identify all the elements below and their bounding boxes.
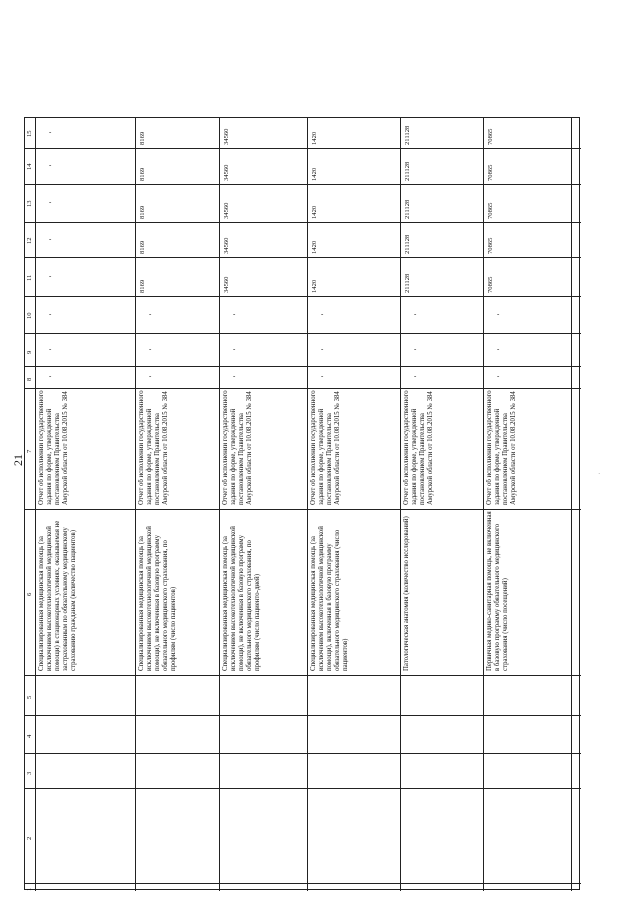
value-cell: 70865 [487,128,494,145]
value-cell: 34560 [223,237,230,254]
value-dash: - [149,372,152,380]
report-form: Отчет об исполнении государственного задания по форме, утвержденной постановлением Правительства Амурской области от 10.08.2015 № 384 [486,390,517,505]
column-number: 4 [26,734,33,738]
table-rule [25,366,581,367]
scan-mark: · [598,470,601,478]
report-form: Отчет об исполнении государственного задания по форме, утвержденной постановлением Правительства Амурской области от 10.08.2015 № 384 [138,390,169,505]
value-dash: - [321,309,324,318]
value-dash: - [233,372,236,380]
report-form: Отчет об исполнении государственного задания по форме, утвержденной постановлением Правительства Амурской области от 10.08.2015 № 384 [222,390,253,505]
value-cell: 211128 [404,125,411,145]
table-rule [483,118,484,891]
value-cell: 70865 [487,164,494,181]
service-description: Патологическая анатомия (количество исследований) [403,516,410,671]
column-number: 3 [26,771,33,775]
table-rule [25,333,581,334]
column-number: 7 [26,449,33,453]
table-rule [25,509,581,510]
value-cell: 34560 [223,276,230,293]
value-cell: 8169 [139,167,146,181]
value-dash: - [233,309,236,318]
table-rule [25,675,581,676]
value-dash: - [49,161,52,169]
value-cell: 34560 [223,202,230,219]
value-cell: 70865 [487,237,494,254]
service-description: Специализированная медицинская помощь (за исключением высокотехнологичной медицинской помощи) в стационарных условиях, оказываемая не застрахованным по обязательному медицинскому страхованию гражданам (количество пациентов) [38,520,77,671]
value-cell: 211128 [404,234,411,254]
value-cell: 70865 [487,202,494,219]
table-rule [307,118,308,891]
column-number: 12 [26,236,33,244]
value-dash: - [49,198,52,206]
table-rule [25,883,581,884]
column-number: 8 [26,377,33,381]
value-cell: 8169 [139,240,146,254]
table-rule [135,118,136,891]
value-dash: - [497,344,500,353]
table-rule [571,118,572,891]
service-description: Специализированная медицинская помощь (за исключением высокотехнологичной медицинской помощи), не включенная в базовую программу обязательного медицинского страхования, по профилям (число пациентов) [138,526,177,671]
table-rule [25,788,581,789]
value-dash: - [49,309,52,318]
value-cell: 8169 [139,279,146,293]
service-description: Первичная медико-санитарная помощь, не включенная в базовую программу обязательного медицинского страхования (число посещений) [486,511,509,671]
table-rule [25,222,581,223]
column-number: 10 [26,311,33,319]
value-dash: - [414,372,417,380]
service-table [24,117,580,890]
value-cell: 1420 [311,279,318,293]
service-description: Специализированная медицинская помощь (за исключением высокотехнологичной медицинской помощи), не включенная в базовую программу обязательного медицинского страхования, по профилям (число пациенто-дней) [222,526,261,671]
value-cell: 34560 [223,164,230,181]
table-rule [25,184,581,185]
column-number: 1 [26,887,33,891]
value-dash: - [49,271,52,280]
report-form: Отчет об исполнении государственного задания по форме, утвержденной постановлением Правительства Амурской области от 10.08.2015 № 384 [403,390,434,505]
value-dash: - [497,372,500,380]
value-cell: 1420 [311,240,318,254]
column-number: 5 [26,695,33,699]
value-cell: 1420 [311,131,318,145]
column-number: 9 [26,350,33,354]
value-dash: - [49,344,52,353]
column-number: 13 [26,200,33,207]
column-number: 2 [26,836,33,840]
value-cell: 211128 [404,199,411,219]
value-cell: 70865 [487,276,494,293]
value-cell: 1420 [311,167,318,181]
value-cell: 211128 [404,273,411,293]
column-number: 11 [26,274,33,281]
value-dash: - [233,344,236,353]
value-dash: - [497,309,500,318]
value-dash: - [414,309,417,318]
value-dash: - [49,234,52,243]
column-number: 6 [26,592,33,596]
report-form: Отчет об исполнении государственного задания по форме, утвержденной постановлением Правительства Амурской области от 10.08.2015 № 384 [38,390,69,505]
table-rule [25,715,581,716]
value-dash: - [149,344,152,353]
service-description: Специализированная медицинская помощь (за исключением высокотехнологичной медицинской помощи), включенная в базовую программу обязательного медицинского страхования (число пациентов) [310,526,349,671]
value-dash: - [414,344,417,353]
column-number: 15 [26,130,33,137]
value-cell: 8169 [139,205,146,219]
table-rule [25,148,581,149]
value-dash: - [321,344,324,353]
value-dash: - [321,372,324,380]
value-dash: - [49,128,52,136]
value-cell: 211128 [404,161,411,181]
value-dash: - [149,309,152,318]
column-number: 14 [26,163,33,170]
table-rule [35,118,36,891]
report-form: Отчет об исполнении государственного задания по форме, утвержденной постановлением Правительства Амурской области от 10.08.2015 № 384 [310,390,341,505]
value-cell: 8169 [139,131,146,145]
value-dash: - [49,372,52,380]
table-rule [400,118,401,891]
table-rule [25,296,581,297]
table-rule [219,118,220,891]
value-cell: 34560 [223,128,230,145]
page-number: 21 [11,454,25,466]
table-rule [25,257,581,258]
table-rule [25,753,581,754]
value-cell: 1420 [311,205,318,219]
